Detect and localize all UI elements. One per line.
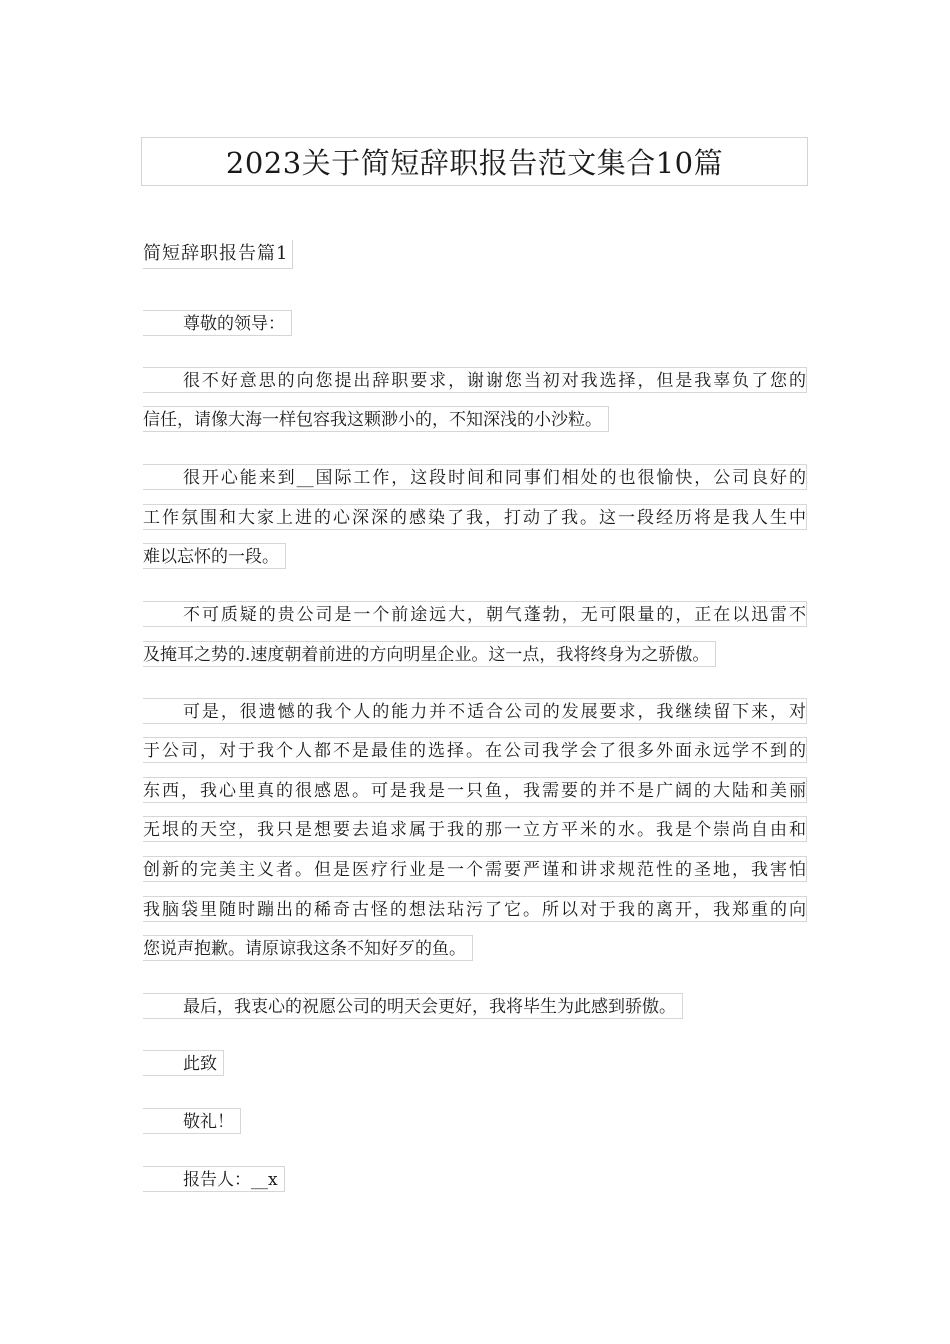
- greeting: 尊敬的领导：: [143, 310, 292, 336]
- paragraph-line: 可是，很遗憾的我个人的能力并不适合公司的发展要求，我继续留下来，对: [143, 698, 807, 724]
- paragraph-line: 难以忘怀的一段。: [143, 543, 286, 569]
- paragraph-line: 很不好意思的向您提出辞职要求，谢谢您当初对我选择，但是我辜负了您的: [143, 367, 807, 393]
- document-title: 2023关于简短辞职报告范文集合10篇: [225, 146, 724, 180]
- paragraph-line: 东西，我心里真的很感恩。可是我是一只鱼，我需要的并不是广阔的大陆和美丽: [143, 777, 807, 803]
- closing-line: 敬礼！: [143, 1108, 241, 1134]
- signature-line: 报告人：__x: [143, 1166, 285, 1192]
- paragraph-line: 于公司，对于我个人都不是最佳的选择。在公司我学会了很多外面永远学不到的: [143, 737, 807, 763]
- paragraph-line: 不可质疑的贵公司是一个前途远大，朝气蓬勃，无可限量的，正在以迅雷不: [143, 601, 807, 627]
- paragraph-line: 及掩耳之势的.速度朝着前进的方向明星企业。这一点，我将终身为之骄傲。: [143, 641, 716, 667]
- paragraph-line: 我脑袋里随时蹦出的稀奇古怪的想法玷污了它。所以对于我的离开，我郑重的向: [143, 896, 807, 922]
- paragraph-line: 最后，我衷心的祝愿公司的明天会更好，我将毕生为此感到骄傲。: [143, 993, 683, 1019]
- section-heading: 简短辞职报告篇1: [143, 240, 293, 269]
- paragraph-line: 您说声抱歉。请原谅我这条不知好歹的鱼。: [143, 935, 473, 961]
- title-box: [141, 137, 808, 186]
- paragraph-line: 创新的完美主义者。但是医疗行业是一个需要严谨和讲求规范性的圣地，我害怕: [143, 856, 807, 882]
- paragraph-line: 无垠的天空，我只是想要去追求属于我的那一立方平米的水。我是个崇尚自由和: [143, 816, 807, 842]
- paragraph-line: 工作氛围和大家上进的心深深的感染了我，打动了我。这一段经历将是我人生中: [143, 504, 807, 530]
- paragraph-line: 信任，请像大海一样包容我这颗渺小的，不知深浅的小沙粒。: [143, 406, 609, 432]
- paragraph-line: 很开心能来到__国际工作，这段时间和同事们相处的也很愉快，公司良好的: [143, 464, 807, 490]
- closing-line: 此致: [143, 1050, 224, 1076]
